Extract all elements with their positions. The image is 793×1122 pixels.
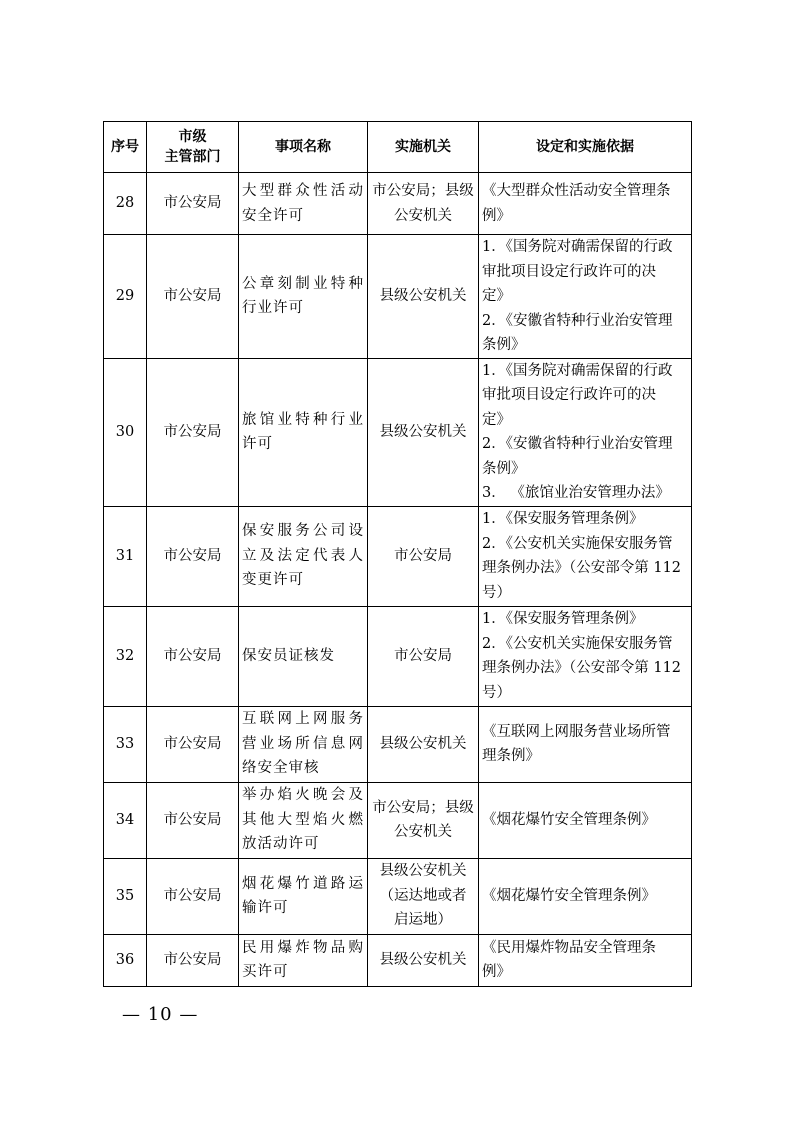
- row-department: 市公安局: [147, 934, 239, 986]
- row-basis-line: 2．《安徽省特种行业治安管理: [482, 312, 673, 329]
- row-department: 市公安局: [147, 358, 239, 506]
- row-basis-line: 2．《公安机关实施保安服务管: [482, 635, 673, 652]
- row-number: 29: [104, 235, 147, 359]
- row-basis-line: 《民用爆炸物品安全管理条: [482, 939, 656, 956]
- row-agency: [368, 358, 479, 506]
- row-agency-line: 启运地）: [394, 912, 452, 929]
- row-item-name: 民用爆炸物品购买许可: [239, 934, 368, 986]
- row-number: 28: [104, 173, 147, 235]
- table-row: [104, 606, 692, 706]
- row-legal-basis: [479, 358, 692, 506]
- table-header-row: [104, 122, 692, 173]
- row-basis-line: 《大型群众性活动安全管理条: [482, 183, 671, 199]
- header-dept-line2: 主管部门: [164, 149, 221, 165]
- row-agency-line: 县级公安机关: [379, 423, 467, 440]
- table-row: [104, 358, 692, 506]
- row-agency: [368, 706, 479, 782]
- row-agency-line: 县级公安机关: [379, 735, 467, 752]
- table-body: [104, 173, 692, 987]
- row-basis-line: 1．《保安服务管理条例》: [482, 511, 644, 527]
- header-dept: [147, 122, 239, 173]
- row-agency-line: 县级公安机关: [379, 863, 467, 880]
- permit-table: [103, 121, 692, 987]
- row-basis-line: 号）: [482, 684, 511, 701]
- row-basis-line: 审批项目设定行政许可的决: [482, 387, 656, 403]
- row-basis-line: 《烟花爆竹安全管理条例》: [482, 811, 656, 828]
- row-agency: [368, 173, 479, 235]
- row-agency: [368, 235, 479, 359]
- row-agency-line: 市公安局: [394, 647, 452, 664]
- row-number: 34: [104, 782, 147, 858]
- row-item-name: 烟花爆竹道路运输许可: [239, 858, 368, 934]
- row-department: 市公安局: [147, 506, 239, 606]
- row-basis-line: 条例》: [482, 337, 526, 353]
- row-agency: [368, 506, 479, 606]
- row-legal-basis: [479, 782, 692, 858]
- row-basis-line: 《烟花爆竹安全管理条例》: [482, 887, 656, 904]
- row-department: 市公安局: [147, 235, 239, 359]
- row-basis-line: 定》: [482, 411, 511, 428]
- row-basis-line: 2．《安徽省特种行业治安管理: [482, 436, 673, 452]
- row-legal-basis: [479, 173, 692, 235]
- row-agency-line: 市公安局；县级: [372, 799, 474, 816]
- header-name: 事项名称: [239, 122, 368, 173]
- row-item-name: 大型群众性活动安全许可: [239, 173, 368, 235]
- row-basis-line: 理条例》: [482, 748, 540, 764]
- row-agency: [368, 858, 479, 934]
- row-basis-line: 3． 《旅馆业治安管理办法》: [482, 485, 670, 501]
- row-item-name: 旅馆业特种行业许可: [239, 358, 368, 506]
- row-agency-line: 县级公安机关: [379, 288, 467, 304]
- header-dept-line1: 市级: [178, 129, 207, 145]
- row-basis-line: 1．《保安服务管理条例》: [482, 611, 644, 627]
- row-basis-line: 《互联网上网服务营业场所管: [482, 723, 671, 740]
- row-basis-line: 审批项目设定行政许可的决: [482, 263, 656, 280]
- row-basis-line: 例》: [482, 964, 511, 980]
- row-department: 市公安局: [147, 858, 239, 934]
- row-basis-line: 理条例办法》（公安部令第 112: [482, 560, 682, 576]
- row-basis-line: 2．《公安机关实施保安服务管: [482, 535, 673, 552]
- table-row: [104, 858, 692, 934]
- row-item-name: 公章刻制业特种行业许可: [239, 235, 368, 359]
- row-number: 32: [104, 606, 147, 706]
- row-basis-line: 条例》: [482, 460, 526, 477]
- row-agency: [368, 606, 479, 706]
- row-number: 35: [104, 858, 147, 934]
- row-number: 31: [104, 506, 147, 606]
- row-agency: [368, 934, 479, 986]
- row-department: 市公安局: [147, 706, 239, 782]
- row-legal-basis: [479, 934, 692, 986]
- header-basis: 设定和实施依据: [479, 122, 692, 173]
- row-item-name: 保安员证核发: [239, 606, 368, 706]
- table-row: [104, 235, 692, 359]
- row-legal-basis: [479, 506, 692, 606]
- table-row: [104, 173, 692, 235]
- row-legal-basis: [479, 235, 692, 359]
- page-number: — 10 —: [122, 1004, 199, 1025]
- row-basis-line: 号）: [482, 584, 511, 601]
- row-item-name: 互联网上网服务营业场所信息网络安全审核: [239, 706, 368, 782]
- row-agency-line: （运达地或者: [379, 887, 467, 904]
- row-department: 市公安局: [147, 782, 239, 858]
- row-basis-line: 1．《国务院对确需保留的行政: [482, 362, 673, 379]
- row-item-name: 保安服务公司设立及法定代表人变更许可: [239, 506, 368, 606]
- row-agency-line: 市公安局: [394, 547, 452, 564]
- row-agency-line: 公安机关: [394, 824, 452, 840]
- row-agency-line: 公安机关: [394, 207, 452, 224]
- row-basis-line: 理条例办法》（公安部令第 112: [482, 660, 682, 676]
- table-row: [104, 782, 692, 858]
- row-department: 市公安局: [147, 606, 239, 706]
- row-agency-line: 市公安局；县级: [372, 183, 474, 199]
- row-legal-basis: [479, 858, 692, 934]
- header-seq: 序号: [104, 122, 147, 173]
- row-number: 33: [104, 706, 147, 782]
- row-number: 36: [104, 934, 147, 986]
- row-number: 30: [104, 358, 147, 506]
- row-legal-basis: [479, 706, 692, 782]
- row-item-name: 举办焰火晚会及其他大型焰火燃放活动许可: [239, 782, 368, 858]
- row-agency: [368, 782, 479, 858]
- row-agency-line: 县级公安机关: [379, 951, 467, 968]
- row-basis-line: 例》: [482, 207, 511, 224]
- table-row: [104, 706, 692, 782]
- row-department: 市公安局: [147, 173, 239, 235]
- row-basis-line: 定》: [482, 288, 511, 304]
- row-basis-line: 1．《国务院对确需保留的行政: [482, 239, 673, 255]
- table-row: [104, 934, 692, 986]
- row-legal-basis: [479, 606, 692, 706]
- table-row: [104, 506, 692, 606]
- header-org: 实施机关: [368, 122, 479, 173]
